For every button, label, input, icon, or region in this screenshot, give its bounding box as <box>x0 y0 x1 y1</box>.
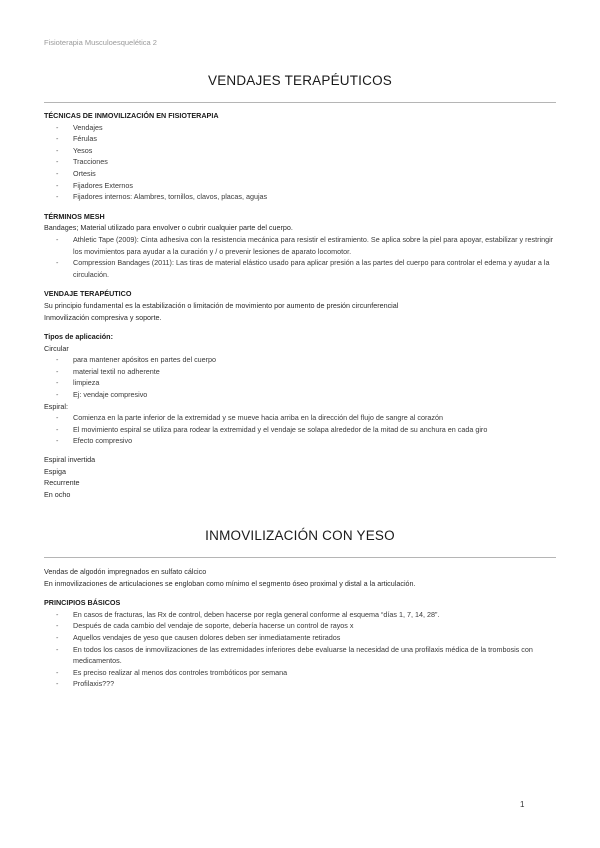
paragraph-principio: Su principio fundamental es la estabilización o limitación de movimiento por aumento de presión circunferencial <box>44 300 399 310</box>
list-item: - En casos de fracturas, las Rx de control, deben hacerse por regla general conforme al esquema “días 1, 7, 14, 28”. <box>44 609 560 621</box>
list-terminos <box>44 234 560 280</box>
list-circular <box>44 354 560 400</box>
list-item: - Después de cada cambio del vendaje de soporte, debería hacerse un control de rayos x <box>44 620 560 632</box>
list-item: - Tracciones <box>44 156 560 168</box>
list-item: - En todos los casos de inmovilizaciones de las extremidades inferiores debe evaluarse la necesidad de una profilaxis médica de la trombosis con medicamentos. <box>44 644 560 667</box>
list-item: - material textil no adherente <box>44 366 560 378</box>
list-item: - Es preciso realizar al menos dos controles trombóticos por semana <box>44 667 560 679</box>
type-espiga: Espiga <box>44 466 66 476</box>
list-principios <box>44 609 560 690</box>
section-vendajes-body <box>44 110 560 500</box>
title-divider <box>44 102 556 103</box>
paragraph-bandages: Bandages; Material utilizado para envolver o cubrir cualquier parte del cuerpo. <box>44 223 293 233</box>
list-item: - para mantener apósitos en partes del cuerpo <box>44 354 560 366</box>
paragraph-vendas-algodon: Vendas de algodón impregnados en sulfato cálcico <box>44 567 207 576</box>
list-item: - Ortesis <box>44 168 560 180</box>
page-number: 1 <box>520 800 525 809</box>
label-espiral: Espiral: <box>44 401 68 411</box>
title-divider <box>44 557 556 558</box>
type-recurrente: Recurrente <box>44 478 80 488</box>
type-espiral-invertida: Espiral invertida <box>44 455 96 465</box>
list-item: - Athletic Tape (2009): Cinta adhesiva con la resistencia mecánica para resistir el estiramiento. Se aplica sobre la piel para apoyar, estabilizar y restringir los movimientos para ayudar a la curación y / o prevenir lesiones de aparato locomotor. <box>44 234 560 257</box>
list-item: - Profilaxis??? <box>44 678 560 690</box>
heading-tipos-aplicacion: Tipos de aplicación: <box>44 332 113 342</box>
section-title-yeso: INMOVILIZACIÓN CON YESO <box>205 528 395 543</box>
heading-vendaje-terapeutico: VENDAJE TERAPÉUTICO <box>44 289 132 299</box>
list-item: - Férulas <box>44 133 560 145</box>
list-item: - Compression Bandages (2011): Las tiras de material elástico usado para aplicar presión a las partes del cuerpo para controlar el edema y ayudar a la circulación. <box>44 257 560 280</box>
type-en-ocho: En ocho <box>44 489 71 499</box>
list-item: - limpieza <box>44 377 560 389</box>
list-item: - El movimiento espiral se utiliza para rodear la extremidad y el vendaje se solapa alrededor de la mitad de su anchura en cada giro <box>44 424 560 436</box>
list-item: - Aquellos vendajes de yeso que causen dolores deben ser inmediatamente retirados <box>44 632 560 644</box>
list-item: - Ej: vendaje compresivo <box>44 389 560 401</box>
paragraph-articulaciones: En inmovilizaciones de articulaciones se engloban como mínimo el segmento óseo proximal y distal a la articulación. <box>44 578 416 588</box>
list-espiral <box>44 412 560 447</box>
heading-principios-basicos: PRINCIPIOS BÁSICOS <box>44 598 121 608</box>
heading-terminos-mesh: TÉRMINOS MESH <box>44 211 105 221</box>
list-item: - Fijadores Externos <box>44 180 560 192</box>
list-item: - Yesos <box>44 145 560 157</box>
list-item: - Fijadores internos: Alambres, tornillos, clavos, placas, agujas <box>44 191 560 203</box>
list-tecnicas <box>44 122 560 203</box>
paragraph-inmovilizacion: Inmovilización compresiva y soporte. <box>44 312 162 322</box>
list-item: - Vendajes <box>44 122 560 134</box>
running-header: Fisioterapia Musculoesquelética 2 <box>44 38 157 47</box>
section-yeso-body <box>44 566 560 690</box>
section-title-vendajes: VENDAJES TERAPÉUTICOS <box>208 73 392 88</box>
heading-tecnicas: TÉCNICAS DE INMOVILIZACIÓN EN FISIOTERAPIA <box>44 111 219 120</box>
label-circular: Circular <box>44 343 69 353</box>
list-item: - Efecto compresivo <box>44 435 560 447</box>
list-item: - Comienza en la parte inferior de la extremidad y se mueve hacia arriba en la dirección del flujo de sangre al corazón <box>44 412 560 424</box>
